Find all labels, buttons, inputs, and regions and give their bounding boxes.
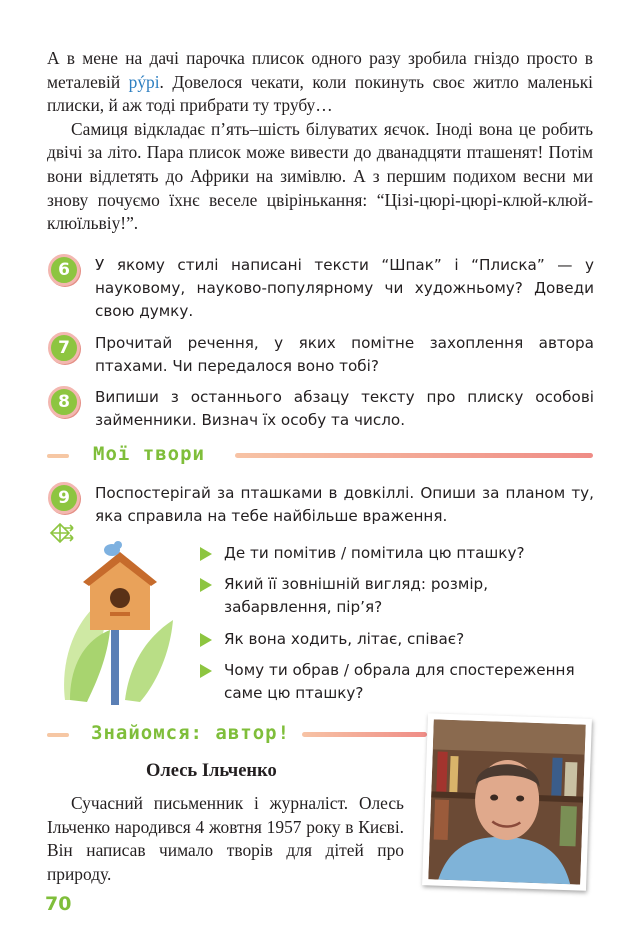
intro-paragraph-1: А в мене на дачі парочка плисок одного разу зробила гніздо просто в металевій рýрі. Довелося чекати, коли покинуть своє житло маленькі плиски, й аж тоді прибрати ту трубу… bbox=[47, 48, 593, 116]
intro-paragraph-2: Самиця відкладає п’ять–шість білуватих яєчок. Іноді вона це робить двічі за літо. Пара плисок може вивести до дванадцяти пташенят! Потім вони відлетять до Африки на зимівлю. А з першим подихом весни ми знову почуємо їхнє веселе цвірінькання: “Цізі-цюрі-цюрі-клюй-клюй-клюїльвіу!”. bbox=[47, 118, 593, 234]
bullet-arrow-icon bbox=[200, 578, 212, 592]
pole bbox=[111, 625, 119, 705]
birdhouse-illustration bbox=[55, 540, 180, 705]
plan-item: Який її зовнішній вигляд: розмір, забарвлення, пір’я? bbox=[200, 573, 595, 619]
heading-line bbox=[235, 453, 593, 458]
section-author-heading bbox=[47, 722, 427, 746]
plan-item: Чому ти обрав / обрала для спостереження саме цю пташку? bbox=[200, 659, 595, 705]
task-text: У якому стилі написані тексти “Шпак” і “Плиска” — у науковому, науково-популярному чи художньому? Доведи свою думку. bbox=[95, 256, 594, 321]
task-text: Випиши з останнього абзацу тексту про плиску особові займенники. Визнач їх особу та число. bbox=[95, 388, 594, 430]
observation-plan bbox=[200, 542, 595, 713]
task-text: Поспостерігай за пташками в довкіллі. Опиши за планом ту, яка справила на тебе найбільше враження. bbox=[95, 484, 594, 526]
bullet-arrow-icon bbox=[200, 664, 212, 678]
birdhouse-hole bbox=[110, 588, 130, 608]
section-title: Знайомся: автор! bbox=[91, 722, 291, 744]
task-8 bbox=[48, 386, 594, 432]
task-text: Прочитай речення, у яких помітне захоплення автора птахами. Чи передалося воно тобі? bbox=[95, 334, 594, 376]
task-7 bbox=[48, 332, 594, 378]
page-number: 70 bbox=[45, 893, 72, 915]
task-number-badge: 8 bbox=[48, 386, 80, 418]
intro-text bbox=[47, 47, 593, 236]
task-9 bbox=[48, 482, 594, 528]
author-portrait bbox=[428, 719, 585, 884]
task-6 bbox=[48, 254, 594, 324]
heading-line bbox=[302, 732, 427, 737]
author-name: Олесь Ільченко bbox=[146, 761, 277, 781]
bird-head bbox=[114, 541, 122, 549]
author-photo bbox=[422, 713, 592, 891]
author-bio: Сучасний письменник і журналіст. Олесь Ільченко народився 4 жовтня 1957 року в Києві. Він написав чимало творів для дітей про природу. bbox=[47, 793, 404, 884]
leaf-right bbox=[125, 620, 173, 702]
plan-item: Як вона ходить, літає, співає? bbox=[200, 628, 595, 651]
task-number-badge: 7 bbox=[48, 332, 80, 364]
task-number-badge: 9 bbox=[48, 482, 80, 514]
bullet-arrow-icon bbox=[200, 547, 212, 561]
heading-dash bbox=[47, 454, 69, 458]
section-my-works-heading bbox=[47, 443, 593, 467]
glossary-link[interactable]: рýрі bbox=[128, 71, 160, 92]
heading-dash bbox=[47, 733, 69, 737]
task-number-badge: 6 bbox=[48, 254, 80, 286]
birdhouse-perch bbox=[110, 612, 130, 616]
section-title: Мої твори bbox=[93, 443, 205, 465]
plan-item: Де ти помітив / помітила цю пташку? bbox=[200, 542, 595, 565]
bullet-arrow-icon bbox=[200, 633, 212, 647]
